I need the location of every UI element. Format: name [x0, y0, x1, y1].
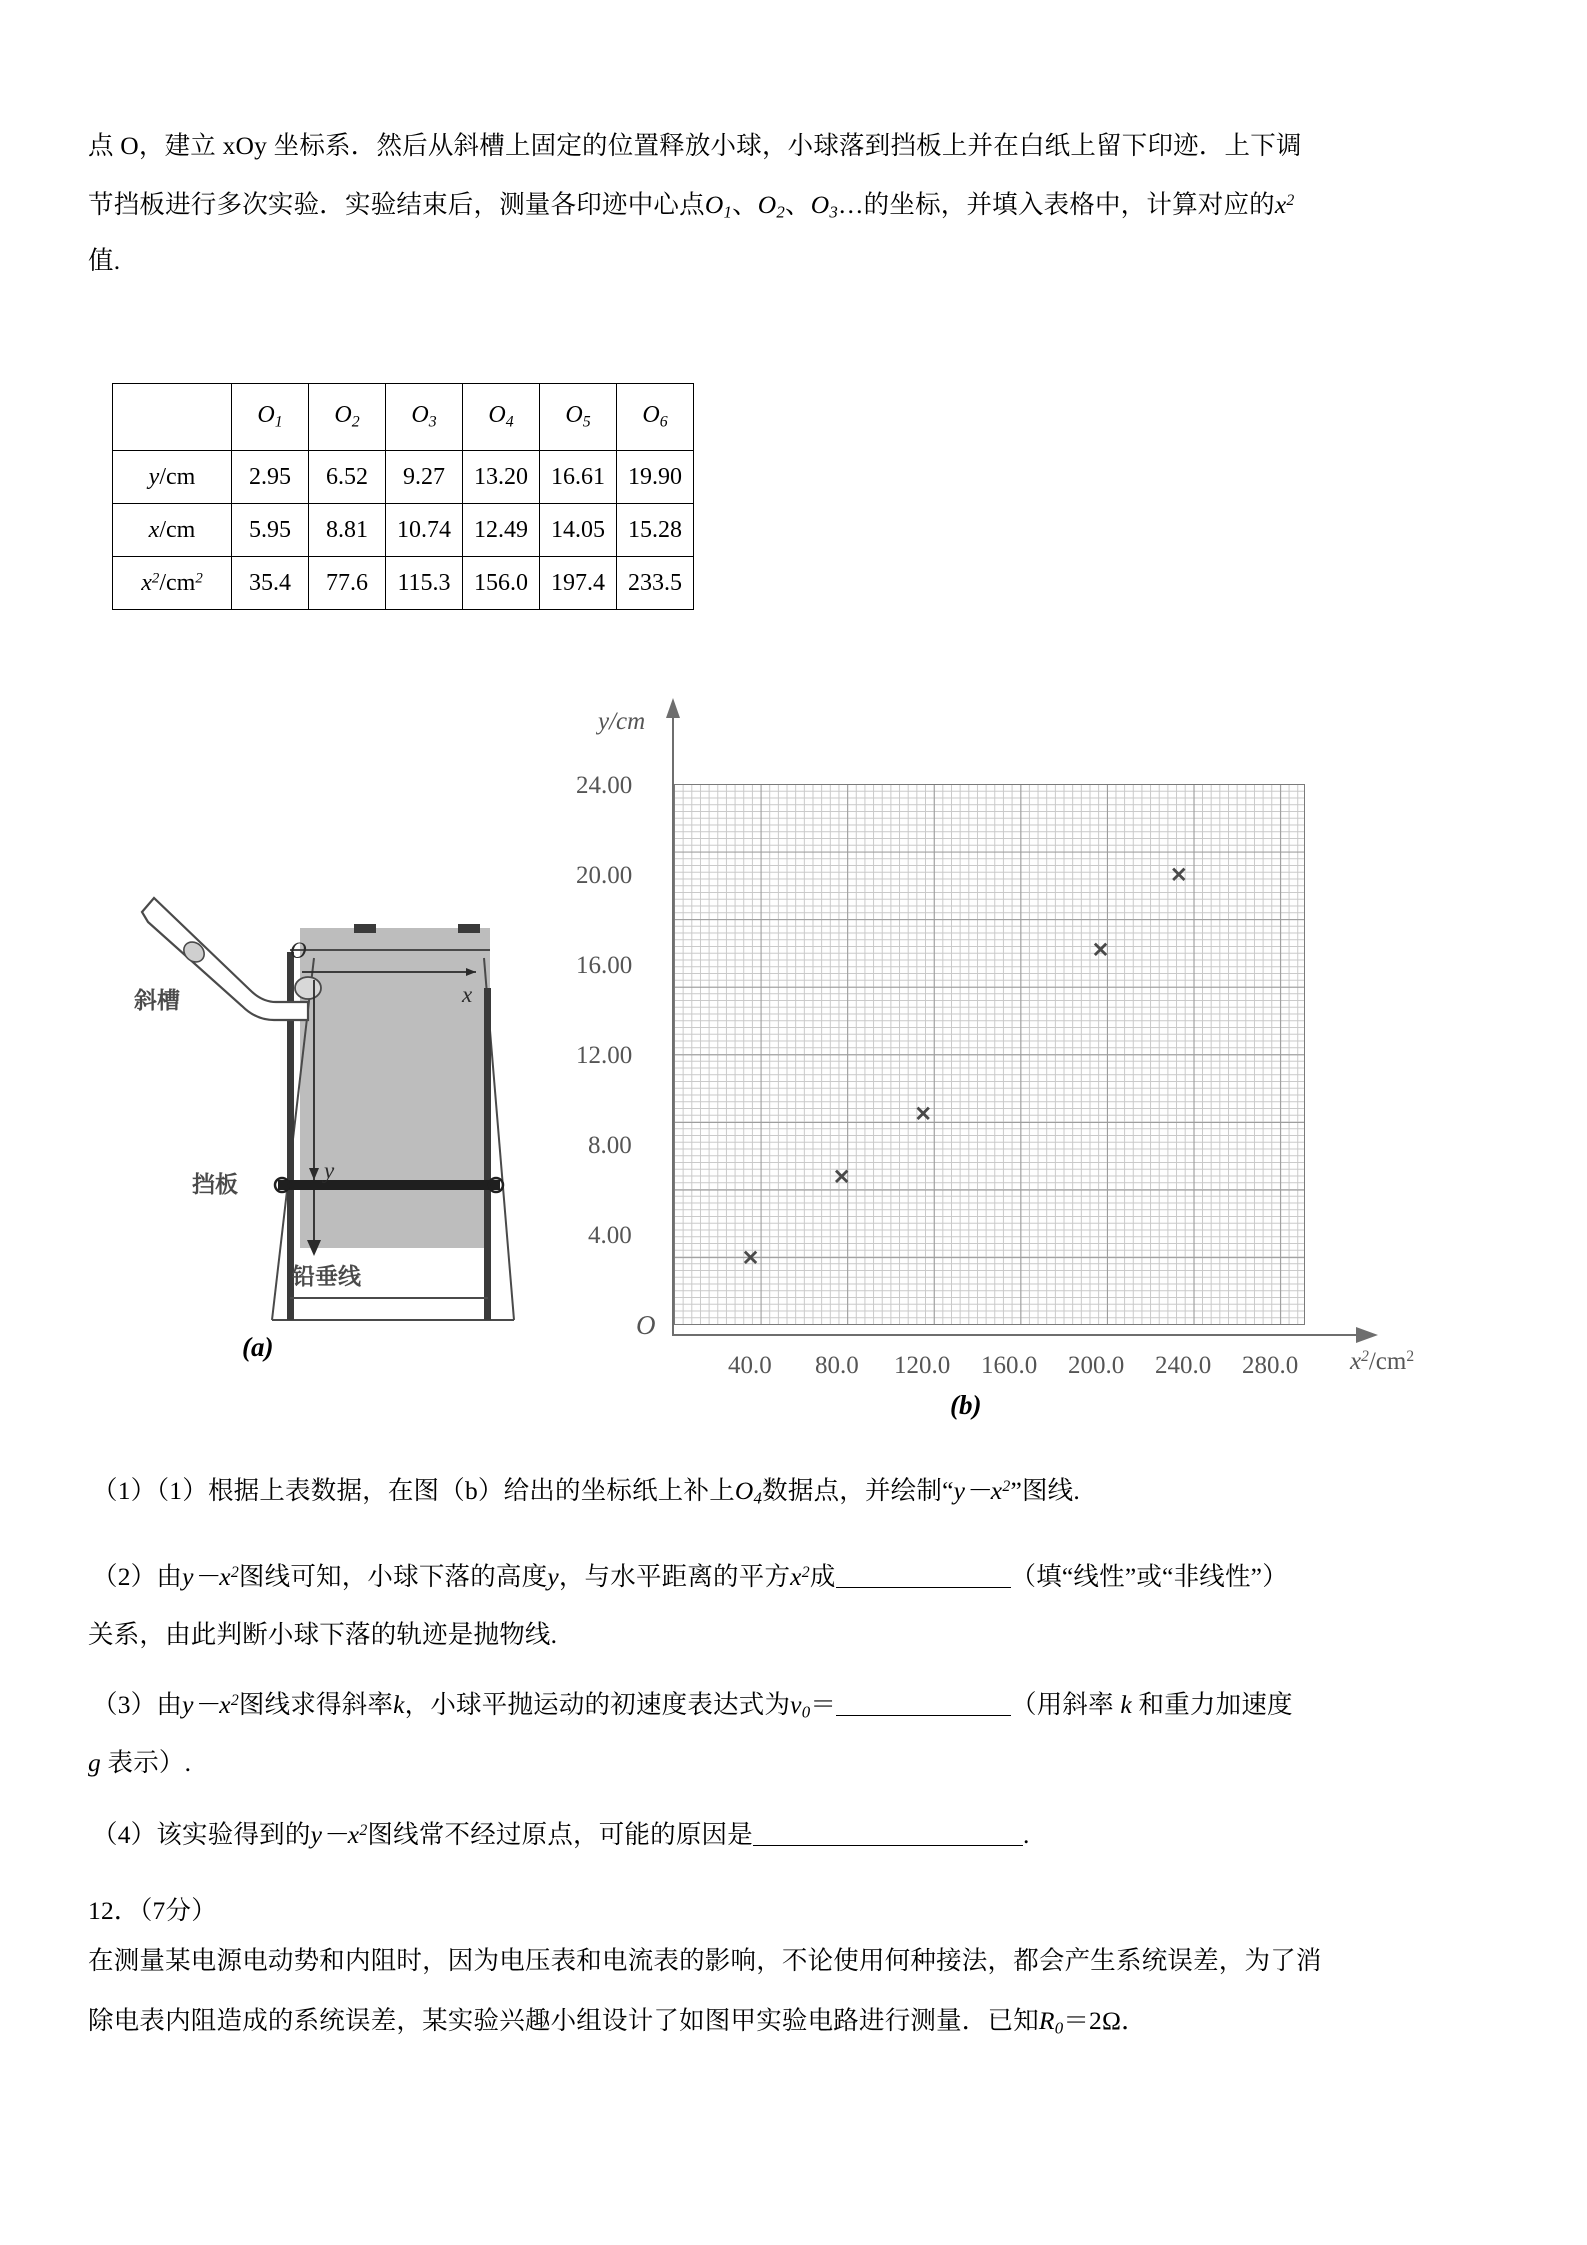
q3-text-b: 图线求得斜率 [238, 1690, 394, 1719]
table-cell: 8.81 [309, 504, 386, 557]
question-3-line-2 [88, 1750, 191, 1776]
y-tick-12: 12.00 [576, 1042, 633, 1069]
question-2-line-2 [88, 1622, 557, 1648]
paper-clip-left [354, 924, 376, 933]
q2-var-y: y [547, 1562, 559, 1591]
table-cell: 6.52 [309, 451, 386, 504]
question-1 [92, 1478, 1080, 1508]
table-col-header-2: $O_2$ [309, 384, 386, 451]
y-tick-20: 20.00 [576, 862, 633, 889]
sep-1: 、 [732, 190, 758, 219]
q12-line-2-a: 除电表内阻造成的系统误差，某实验兴趣小组设计了如图甲实验电路进行测量．已知 [88, 2006, 1039, 2035]
table-cell: 197.4 [540, 557, 617, 610]
table-col-header-6: $O_6$ [617, 384, 694, 451]
label-origin-O: O [290, 938, 307, 963]
graph-figure [560, 690, 1560, 1420]
table-cell: 5.95 [232, 504, 309, 557]
x-tick-160: 160.0 [981, 1352, 1038, 1379]
x-squared-inline: $x^2$ [1274, 190, 1295, 219]
baffle-bar [278, 1180, 500, 1190]
table-cell: 115.3 [386, 557, 463, 610]
q1-text-c: ”图线. [1010, 1476, 1080, 1505]
data-point-o5: ✕ [1091, 938, 1110, 962]
table-col-header-5: $O_5$ [540, 384, 617, 451]
q3-text-a: 由 [156, 1690, 183, 1719]
x-tick-80: 80.0 [815, 1352, 859, 1379]
q1-o4: $O_4$ [734, 1476, 763, 1508]
q1-text-a: （1）根据上表数据，在图（b）给出的坐标纸上补上 [156, 1476, 735, 1505]
q2-text-d: 成 [809, 1562, 836, 1591]
x-tick-280: 280.0 [1242, 1352, 1299, 1379]
q1-formula: $y-x^2$ [953, 1476, 1011, 1505]
sep-2: 、 [785, 190, 811, 219]
q2-number: （2） [92, 1562, 157, 1591]
table-cell: 77.6 [309, 557, 386, 610]
q4-text-c: . [1022, 1820, 1030, 1849]
intro-line-3-text: 值. [88, 246, 121, 275]
q12-line-1-text: 在测量某电源电动势和内阻时，因为电压表和电流表的影响，不论使用何种接法，都会产生系统误差，为了消 [88, 1946, 1322, 1975]
y-tick-16: 16.00 [576, 952, 633, 979]
q12-var-R0: $R_0$ [1038, 2006, 1064, 2038]
y-tick-24: 24.00 [576, 772, 633, 799]
apparatus-figure [132, 880, 552, 1420]
q12-line-2 [88, 2008, 1147, 2038]
q2-var-x2: $x^2$ [790, 1562, 810, 1591]
label-plumb-line: 铅垂线 [292, 1263, 361, 1289]
question-4 [92, 1822, 1030, 1848]
q3-text-e: （用斜率 [1011, 1690, 1114, 1719]
x-tick-200: 200.0 [1068, 1352, 1125, 1379]
figure-a-caption: (a) [242, 1332, 274, 1362]
origin-label: O [636, 1310, 656, 1340]
q2-text-b: 图线可知，小球下落的高度 [238, 1562, 548, 1591]
q3-var-k2: k [1113, 1690, 1139, 1719]
q12-line-2-eq: ＝2Ω． [1063, 2006, 1147, 2035]
q3-var-k: k [393, 1690, 405, 1719]
y-axis-label: y/cm [598, 708, 646, 735]
table-cell: 9.27 [386, 451, 463, 504]
x-axis-line [672, 1334, 1362, 1336]
q1-text-b: 数据点，并绘制“ [762, 1476, 954, 1505]
table-row-label-x2: $x^2/cm^2$ [113, 557, 232, 610]
label-chute: 斜槽 [134, 987, 180, 1013]
q3-text-c: ，小球平抛运动的初速度表达式为 [404, 1690, 791, 1719]
q3-text-d: ＝ [810, 1690, 837, 1719]
x-tick-40: 40.0 [728, 1352, 772, 1379]
post-right [484, 988, 491, 1320]
q2-text-e: （填“线性”或“非线性”） [1010, 1562, 1288, 1591]
intro-line-2-d: …的坐标，并填入表格中，计算对应的 [837, 190, 1275, 219]
q3-number: （3） [92, 1690, 157, 1719]
table-cell: 12.49 [463, 504, 540, 557]
x-axis-label: $x^2/cm^2$ [1350, 1348, 1415, 1376]
q3-var-v0: $v_0$ [790, 1690, 811, 1722]
white-paper-sheet [300, 928, 490, 1248]
q3-text-f: 和重力加速度 [1138, 1690, 1293, 1719]
table-cell: 16.61 [540, 451, 617, 504]
paper-clip-right [458, 924, 480, 933]
table-corner-cell [113, 384, 232, 451]
apparatus-drawing [132, 880, 552, 1380]
q12-line-1 [88, 1948, 1322, 1974]
data-point-o6: ✕ [1169, 864, 1188, 888]
table-row [113, 557, 694, 610]
data-point-o2: ✕ [832, 1166, 851, 1189]
q2-text-a: 由 [156, 1562, 183, 1591]
y-tick-8: 8.00 [588, 1132, 632, 1159]
measurement-table [112, 383, 694, 610]
point-o2: $O_2$ [757, 190, 786, 222]
y-tick-4: 4.00 [588, 1222, 632, 1249]
question-3-line-1 [92, 1692, 1293, 1722]
table-cell: 233.5 [617, 557, 694, 610]
x-tick-120: 120.0 [894, 1352, 951, 1379]
y-axis-arrowhead [664, 698, 684, 722]
graph-paper [674, 784, 1305, 1325]
table-header-row [113, 384, 694, 451]
q12-header [88, 1898, 217, 1924]
table-cell: 14.05 [540, 504, 617, 557]
q4-answer-blank[interactable] [753, 1845, 1023, 1846]
x-tick-240: 240.0 [1155, 1352, 1212, 1379]
q2-answer-blank[interactable] [836, 1587, 1011, 1588]
table-cell: 35.4 [232, 557, 309, 610]
figure-b-caption: (b) [950, 1390, 982, 1420]
table-cell: 156.0 [463, 557, 540, 610]
q2-formula-1: $y-x^2$ [182, 1562, 239, 1591]
table-col-header-1: $O_1$ [232, 384, 309, 451]
label-axis-x: x [462, 982, 473, 1007]
table-row-label-x: x/cm [113, 504, 232, 557]
graph-paper-border [674, 784, 1305, 1325]
ball-at-origin [295, 977, 321, 999]
label-axis-y: y [324, 1158, 335, 1183]
table-col-header-4: $O_4$ [463, 384, 540, 451]
q3-var-g: g [88, 1748, 108, 1777]
data-point-o1: ✕ [741, 1246, 760, 1270]
table-row-label-y: y/cm [113, 451, 232, 504]
q4-formula: $y-x^2$ [310, 1820, 368, 1849]
question-2-line-1 [92, 1564, 1288, 1590]
intro-line-1-text: 点 O，建立 xOy 坐标系．然后从斜槽上固定的位置释放小球，小球落到挡板上并在白纸上留下印迹．上下调 [88, 131, 1302, 160]
q12-header-text: 12．（7分） [88, 1896, 217, 1925]
intro-line-2-a: 节挡板进行多次实验．实验结束后，测量各印迹中心点 [88, 190, 705, 219]
table-row [113, 504, 694, 557]
q4-number: （4） [92, 1820, 157, 1849]
q2-text-c: ，与水平距离的平方 [558, 1562, 791, 1591]
table-cell: 2.95 [232, 451, 309, 504]
table-cell: 13.20 [463, 451, 540, 504]
table-cell: 19.90 [617, 451, 694, 504]
q3-answer-blank[interactable] [836, 1715, 1011, 1716]
q2-text-line2: 关系，由此判断小球下落的轨迹是抛物线. [88, 1620, 558, 1649]
data-point-o3: ✕ [914, 1103, 932, 1126]
table-row [113, 451, 694, 504]
table-col-header-3: $O_3$ [386, 384, 463, 451]
q4-text-a: 该实验得到的 [156, 1820, 311, 1849]
table-cell: 15.28 [617, 504, 694, 557]
q3-text-line2: 表示）. [107, 1748, 192, 1777]
q3-formula-1: $y-x^2$ [182, 1690, 239, 1719]
label-baffle: 挡板 [192, 1171, 238, 1197]
intro-line-1 [88, 133, 1302, 159]
q1-number: （1） [92, 1476, 157, 1505]
point-o1: $O_1$ [704, 190, 733, 222]
x-axis-arrowhead [1354, 1324, 1380, 1346]
table-cell: 10.74 [386, 504, 463, 557]
q4-text-b: 图线常不经过原点，可能的原因是 [367, 1820, 753, 1849]
point-o3: $O_3$ [810, 190, 838, 222]
intro-line-2 [88, 192, 1295, 222]
intro-line-3 [88, 248, 120, 274]
